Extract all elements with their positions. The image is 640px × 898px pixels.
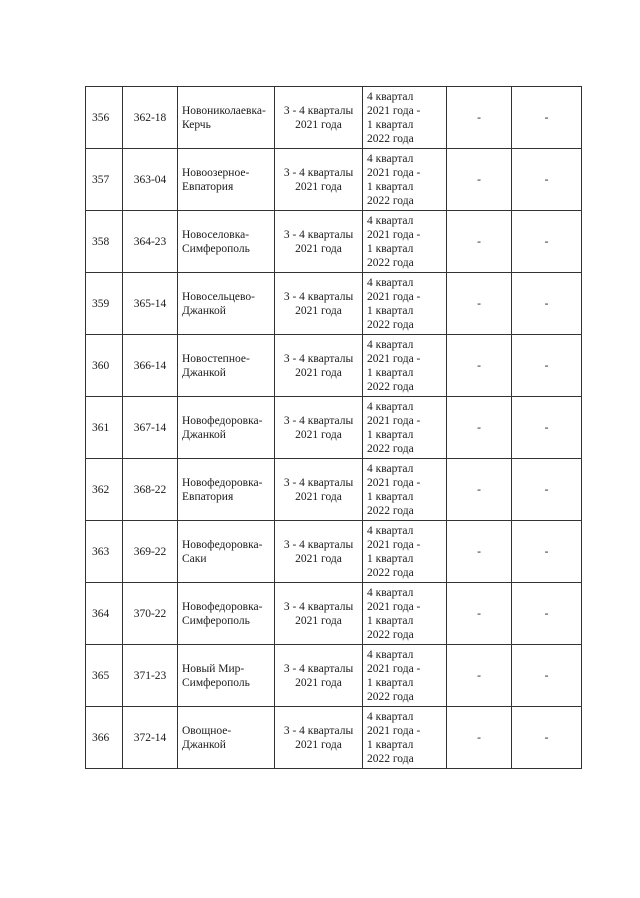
route-name-cell: Новый Мир- Симферополь xyxy=(178,645,275,707)
route-code-cell: 366-14 xyxy=(123,335,178,397)
row-number-cell: 359 xyxy=(86,273,123,335)
dash-cell: - xyxy=(512,707,582,769)
table-row xyxy=(86,645,582,707)
row-number-cell: 363 xyxy=(86,521,123,583)
route-code-cell: 371-23 xyxy=(123,645,178,707)
dash-cell: - xyxy=(447,583,512,645)
row-number-cell: 366 xyxy=(86,707,123,769)
period-cell: 3 - 4 кварталы 2021 года xyxy=(275,273,363,335)
row-number-cell: 365 xyxy=(86,645,123,707)
table-row xyxy=(86,211,582,273)
deadline-cell: 4 квартал 2021 года - 1 квартал 2022 года xyxy=(363,521,447,583)
period-cell: 3 - 4 кварталы 2021 года xyxy=(275,211,363,273)
dash-cell: - xyxy=(447,87,512,149)
route-code-cell: 370-22 xyxy=(123,583,178,645)
dash-cell: - xyxy=(512,211,582,273)
row-number-cell: 357 xyxy=(86,149,123,211)
route-code-cell: 372-14 xyxy=(123,707,178,769)
period-cell: 3 - 4 кварталы 2021 года xyxy=(275,645,363,707)
dash-cell: - xyxy=(447,521,512,583)
dash-cell: - xyxy=(512,645,582,707)
document-page xyxy=(85,86,582,769)
route-name-cell: Овощное- Джанкой xyxy=(178,707,275,769)
dash-cell: - xyxy=(447,459,512,521)
dash-cell: - xyxy=(512,459,582,521)
row-number-cell: 362 xyxy=(86,459,123,521)
period-cell: 3 - 4 кварталы 2021 года xyxy=(275,149,363,211)
deadline-cell: 4 квартал 2021 года - 1 квартал 2022 года xyxy=(363,149,447,211)
period-cell: 3 - 4 кварталы 2021 года xyxy=(275,459,363,521)
row-number-cell: 361 xyxy=(86,397,123,459)
deadline-cell: 4 квартал 2021 года - 1 квартал 2022 года xyxy=(363,459,447,521)
dash-cell: - xyxy=(512,273,582,335)
row-number-cell: 358 xyxy=(86,211,123,273)
row-number-cell: 360 xyxy=(86,335,123,397)
dash-cell: - xyxy=(512,87,582,149)
dash-cell: - xyxy=(447,273,512,335)
table-row xyxy=(86,707,582,769)
deadline-cell: 4 квартал 2021 года - 1 квартал 2022 года xyxy=(363,211,447,273)
dash-cell: - xyxy=(447,211,512,273)
table-row xyxy=(86,149,582,211)
dash-cell: - xyxy=(512,583,582,645)
table-row xyxy=(86,397,582,459)
table-row xyxy=(86,335,582,397)
row-number-cell: 356 xyxy=(86,87,123,149)
period-cell: 3 - 4 кварталы 2021 года xyxy=(275,335,363,397)
deadline-cell: 4 квартал 2021 года - 1 квартал 2022 года xyxy=(363,397,447,459)
period-cell: 3 - 4 кварталы 2021 года xyxy=(275,583,363,645)
route-name-cell: Новофедоровка- Симферополь xyxy=(178,583,275,645)
route-name-cell: Новоозерное- Евпатория xyxy=(178,149,275,211)
table-row xyxy=(86,459,582,521)
dash-cell: - xyxy=(447,149,512,211)
dash-cell: - xyxy=(447,707,512,769)
deadline-cell: 4 квартал 2021 года - 1 квартал 2022 года xyxy=(363,87,447,149)
deadline-cell: 4 квартал 2021 года - 1 квартал 2022 года xyxy=(363,645,447,707)
route-name-cell: Новофедоровка- Саки xyxy=(178,521,275,583)
deadline-cell: 4 квартал 2021 года - 1 квартал 2022 года xyxy=(363,273,447,335)
route-code-cell: 369-22 xyxy=(123,521,178,583)
dash-cell: - xyxy=(447,397,512,459)
route-code-cell: 363-04 xyxy=(123,149,178,211)
route-name-cell: Новофедоровка- Евпатория xyxy=(178,459,275,521)
dash-cell: - xyxy=(512,149,582,211)
dash-cell: - xyxy=(447,335,512,397)
row-number-cell: 364 xyxy=(86,583,123,645)
deadline-cell: 4 квартал 2021 года - 1 квартал 2022 года xyxy=(363,335,447,397)
dash-cell: - xyxy=(512,397,582,459)
route-code-cell: 365-14 xyxy=(123,273,178,335)
route-code-cell: 368-22 xyxy=(123,459,178,521)
period-cell: 3 - 4 кварталы 2021 года xyxy=(275,87,363,149)
table-row xyxy=(86,87,582,149)
table-row xyxy=(86,273,582,335)
route-code-cell: 367-14 xyxy=(123,397,178,459)
route-name-cell: Новосельцево- Джанкой xyxy=(178,273,275,335)
dash-cell: - xyxy=(512,521,582,583)
period-cell: 3 - 4 кварталы 2021 года xyxy=(275,521,363,583)
dash-cell: - xyxy=(447,645,512,707)
route-code-cell: 364-23 xyxy=(123,211,178,273)
route-name-cell: Новониколаевка- Керчь xyxy=(178,87,275,149)
period-cell: 3 - 4 кварталы 2021 года xyxy=(275,397,363,459)
route-name-cell: Новостепное- Джанкой xyxy=(178,335,275,397)
period-cell: 3 - 4 кварталы 2021 года xyxy=(275,707,363,769)
table-row xyxy=(86,583,582,645)
table-body xyxy=(86,87,582,769)
deadline-cell: 4 квартал 2021 года - 1 квартал 2022 года xyxy=(363,707,447,769)
schedule-table xyxy=(85,86,582,769)
route-name-cell: Новофедоровка- Джанкой xyxy=(178,397,275,459)
route-name-cell: Новоселовка- Симферополь xyxy=(178,211,275,273)
dash-cell: - xyxy=(512,335,582,397)
deadline-cell: 4 квартал 2021 года - 1 квартал 2022 года xyxy=(363,583,447,645)
table-row xyxy=(86,521,582,583)
route-code-cell: 362-18 xyxy=(123,87,178,149)
